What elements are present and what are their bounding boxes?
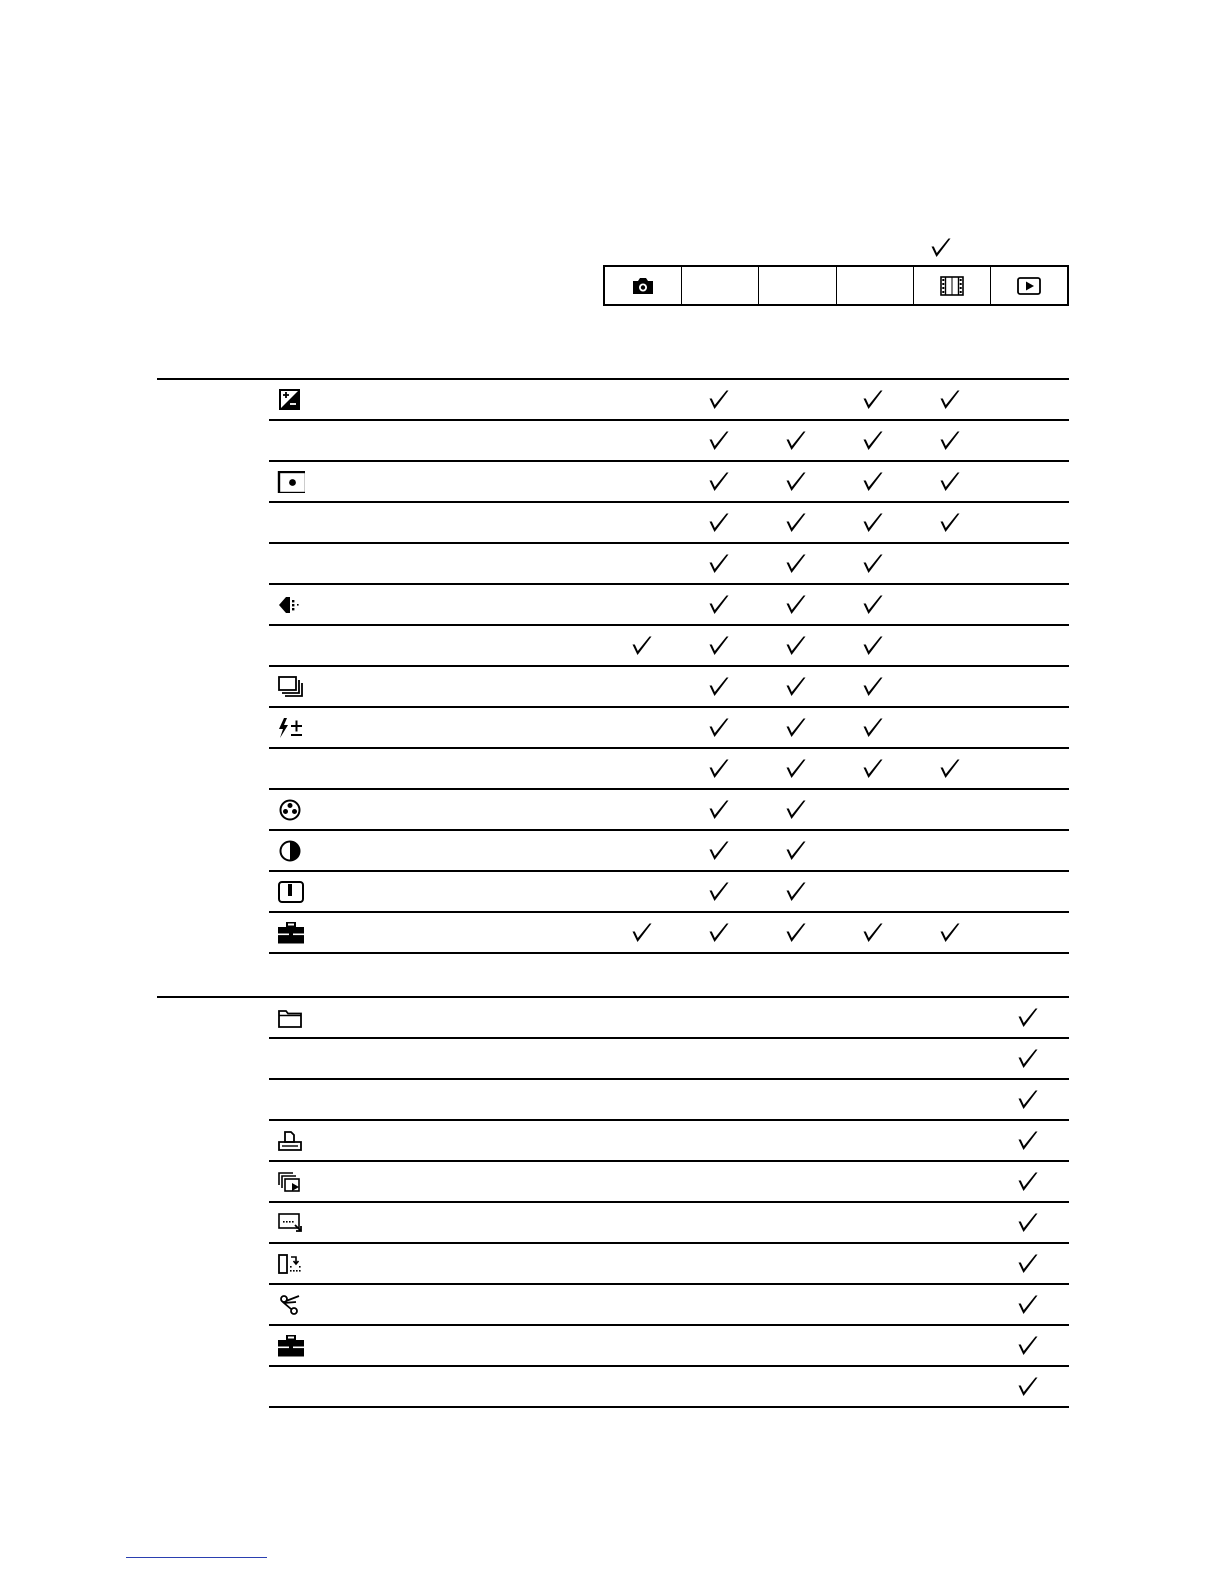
camera-icon: [629, 275, 657, 297]
check-icon: [861, 593, 885, 617]
check-icon: [630, 634, 654, 658]
check-icon: [784, 675, 808, 699]
check-icon: [938, 757, 962, 781]
check-icon: [1016, 1211, 1040, 1235]
check-icon: [707, 921, 731, 945]
slide-show-icon: [277, 1171, 305, 1193]
playback-icon: [1015, 275, 1043, 297]
shooting-table-row: [269, 462, 1069, 503]
check-icon: [784, 470, 808, 494]
shooting-table-row: [269, 544, 1069, 585]
check-icon: [938, 470, 962, 494]
resize-icon: [277, 1212, 305, 1234]
check-icon: [784, 511, 808, 535]
mode-column-auto: [605, 267, 682, 304]
viewing-table-row: [269, 1244, 1069, 1285]
viewing-table-row: [269, 1080, 1069, 1121]
legend-check-icon: [929, 236, 953, 260]
check-icon: [1016, 1375, 1040, 1399]
check-icon: [707, 757, 731, 781]
viewing-table-row: [269, 1285, 1069, 1326]
check-icon: [707, 798, 731, 822]
check-icon: [861, 470, 885, 494]
flash-level-icon: [277, 717, 305, 739]
check-icon: [707, 593, 731, 617]
viewing-table-row: [269, 1203, 1069, 1244]
check-icon: [784, 593, 808, 617]
check-icon: [707, 552, 731, 576]
check-icon: [707, 839, 731, 863]
shooting-table-row: [269, 667, 1069, 708]
mode-column-playback: [991, 267, 1067, 304]
check-icon: [707, 880, 731, 904]
mode-header: [603, 265, 1069, 306]
check-icon: [784, 921, 808, 945]
check-icon: [707, 675, 731, 699]
shooting-table-row: [269, 872, 1069, 913]
shooting-table-row: [269, 831, 1069, 872]
shooting-table-row: [269, 503, 1069, 544]
check-icon: [784, 716, 808, 740]
check-icon: [784, 552, 808, 576]
setup-toolbox-icon: [277, 922, 305, 944]
check-icon: [707, 388, 731, 412]
spot-metering-icon: [277, 471, 305, 493]
check-icon: [938, 429, 962, 453]
contrast-icon: [277, 840, 305, 862]
check-icon: [861, 757, 885, 781]
viewing-table-row: [269, 1162, 1069, 1203]
viewing-table-row: [269, 1367, 1069, 1408]
check-icon: [861, 716, 885, 740]
check-icon: [707, 429, 731, 453]
setup-toolbox-icon: [277, 1335, 305, 1357]
sharpness-icon: [277, 881, 305, 903]
check-icon: [938, 921, 962, 945]
check-icon: [861, 429, 885, 453]
check-icon: [630, 921, 654, 945]
check-icon: [938, 388, 962, 412]
shooting-table-row: [269, 749, 1069, 790]
check-icon: [861, 921, 885, 945]
check-icon: [1016, 1293, 1040, 1317]
check-icon: [861, 511, 885, 535]
check-icon: [784, 839, 808, 863]
check-icon: [861, 388, 885, 412]
shooting-table-row: [269, 913, 1069, 954]
movie-film-icon: [938, 275, 966, 297]
check-icon: [784, 798, 808, 822]
folder-icon: [277, 1007, 305, 1029]
color-mode-icon: [277, 799, 305, 821]
mode-column-col4: [837, 267, 914, 304]
shooting-table-row: [269, 626, 1069, 667]
divide-scissors-icon: [277, 1294, 305, 1316]
check-icon: [1016, 1047, 1040, 1071]
check-icon: [1016, 1334, 1040, 1358]
check-icon: [707, 511, 731, 535]
mode-column-col3: [759, 267, 836, 304]
check-icon: [1016, 1252, 1040, 1276]
viewing-table-row: [269, 1326, 1069, 1367]
viewing-table-row: [269, 1039, 1069, 1080]
iso-icon: [277, 594, 305, 616]
footer-rule: [126, 1557, 267, 1558]
check-icon: [861, 675, 885, 699]
check-icon: [861, 552, 885, 576]
burst-mode-icon: [277, 676, 305, 698]
shooting-table-row: [269, 585, 1069, 626]
print-icon: [277, 1130, 305, 1152]
check-icon: [938, 511, 962, 535]
mode-column-movie: [914, 267, 991, 304]
check-icon: [784, 880, 808, 904]
shooting-table-row: [269, 421, 1069, 462]
viewing-table-row: [269, 998, 1069, 1039]
shooting-table-row: [269, 790, 1069, 831]
check-icon: [784, 757, 808, 781]
check-icon: [1016, 1006, 1040, 1030]
check-icon: [707, 716, 731, 740]
check-icon: [707, 470, 731, 494]
mode-column-col2: [682, 267, 759, 304]
exposure-compensation-icon: [277, 389, 305, 411]
check-icon: [784, 429, 808, 453]
check-icon: [861, 634, 885, 658]
check-icon: [784, 634, 808, 658]
check-icon: [1016, 1170, 1040, 1194]
check-icon: [1016, 1088, 1040, 1112]
check-icon: [707, 634, 731, 658]
viewing-table-row: [269, 1121, 1069, 1162]
check-icon: [1016, 1129, 1040, 1153]
shooting-table-row: [269, 380, 1069, 421]
shooting-table-row: [269, 708, 1069, 749]
rotate-icon: [277, 1253, 305, 1275]
